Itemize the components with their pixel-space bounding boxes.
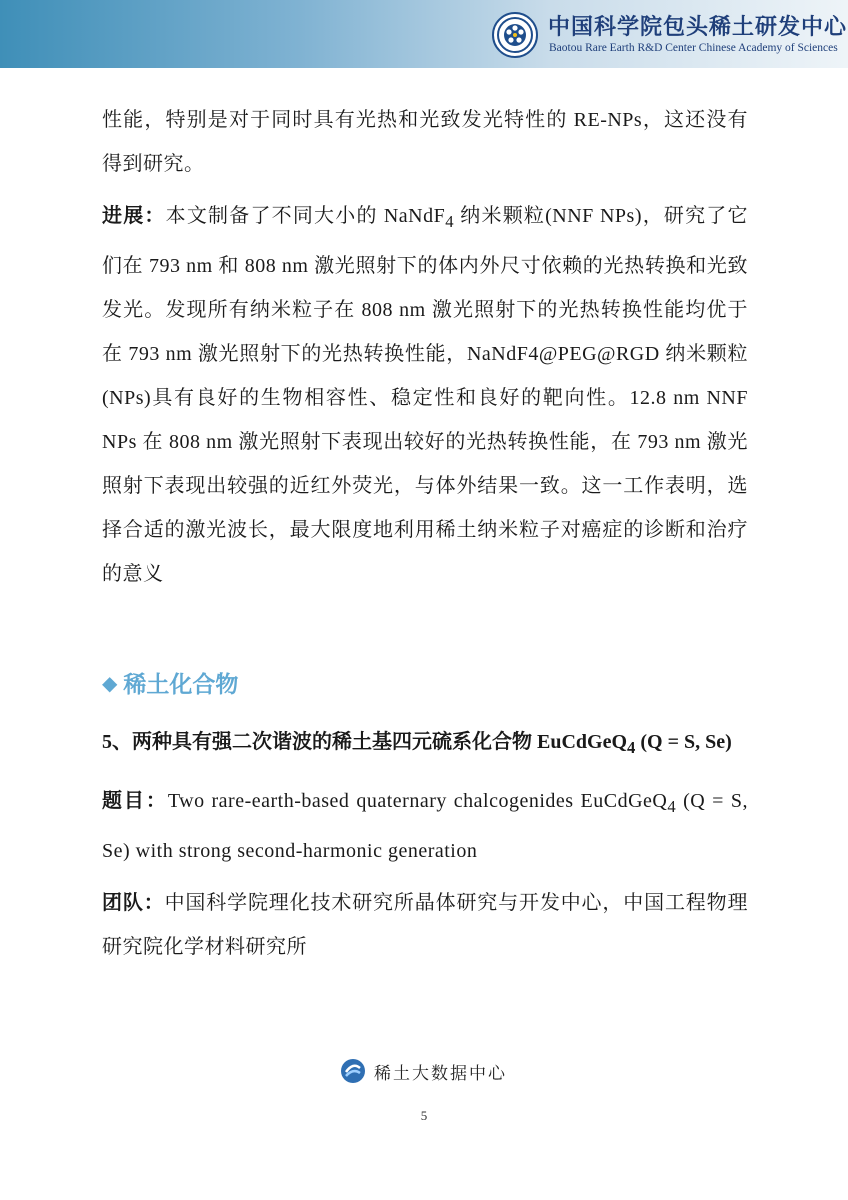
topic-text-a: Two rare-earth-based quaternary chalcogenides EuCdGeQ bbox=[167, 790, 668, 812]
progress-subscript: 4 bbox=[445, 212, 455, 231]
section-title: 稀土化合物 bbox=[123, 672, 239, 698]
topic-subscript: 4 bbox=[667, 797, 677, 816]
topic-label: 题目： bbox=[102, 790, 168, 812]
paragraph-continuation: 性能，特别是对于同时具有光热和光致发光特性的 RE-NPs，这还没有得到研究。 bbox=[102, 109, 748, 175]
article-title-subscript: 4 bbox=[627, 738, 636, 757]
footer-brand-text: 稀土大数据中心 bbox=[374, 1063, 507, 1084]
footer-brand bbox=[340, 1058, 507, 1084]
diamond-icon: ◆ bbox=[102, 670, 118, 695]
article-title-b: (Q = S, Se) bbox=[635, 731, 732, 753]
article-title-a: 5、两种具有强二次谐波的稀土基四元硫系化合物 EuCdGeQ bbox=[102, 731, 628, 753]
org-name-en: Baotou Rare Earth R&D Center Chinese Academy of Sciences bbox=[549, 42, 838, 54]
topic-text-b: (Q = S, Se) with strong second-harmonic generation bbox=[102, 790, 748, 862]
progress-text-b: 纳米颗粒(NNF NPs)，研究了它们在 793 nm 和 808 nm 激光照射下的体内外尺寸依赖的光热转换和光致发光。发现所有纳米粒子在 808 nm 激光照射下的光热转换性能均优于在 793 nm 激光照射下的光热转换性能，NaNdF4@PEG@RGD 纳米颗粒(NPs)具有良好的生物相容性、稳定性和良好的靶向性。12.8 nm NNF NPs 在 808 nm 激光照射下表现出较好的光热转换性能，在 793 nm 激光照射下表现出较强的近红外荧光，与体外结果一致。这一工作表明，选择合适的激光波长，最大限度地利用稀土纳米粒子对癌症的诊断和治疗的意义 bbox=[102, 205, 749, 585]
section-heading bbox=[102, 666, 748, 699]
article-title bbox=[102, 719, 748, 771]
cas-emblem-icon bbox=[492, 12, 538, 58]
team-label: 团队： bbox=[102, 892, 165, 914]
org-name-cn: 中国科学院包头稀土研发中心 bbox=[548, 14, 848, 40]
page-number: 5 bbox=[420, 1108, 428, 1123]
team-paragraph bbox=[102, 881, 748, 969]
page-content bbox=[102, 98, 748, 969]
progress-label: 进展： bbox=[102, 205, 166, 227]
progress-paragraph bbox=[102, 194, 748, 596]
progress-text-a: 本文制备了不同大小的 NaNdF bbox=[165, 205, 446, 227]
topic-paragraph bbox=[102, 779, 748, 873]
team-text: 中国科学院理化技术研究所晶体研究与开发中心，中国工程物理研究院化学材料研究所 bbox=[102, 892, 749, 958]
header-banner bbox=[0, 0, 848, 68]
rare-earth-data-logo-icon bbox=[340, 1058, 366, 1084]
